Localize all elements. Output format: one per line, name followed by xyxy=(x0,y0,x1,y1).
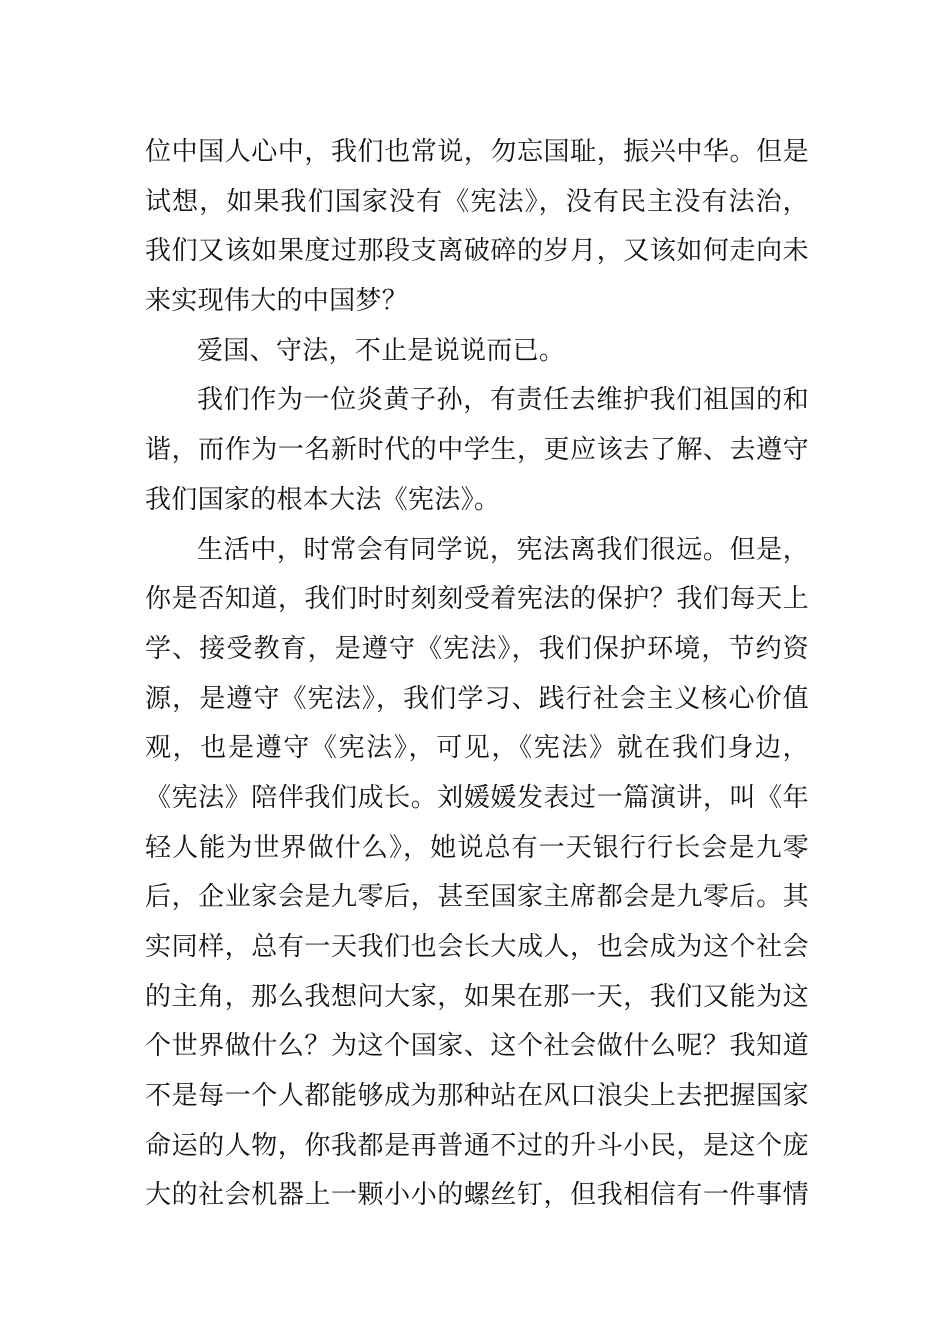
text-line: 试想，如果我们国家没有《宪法》，没有民主没有法治， xyxy=(145,186,809,217)
text-line: 不是每一个人都能够成为那种站在风口浪尖上去把握国家 xyxy=(145,1081,809,1112)
text-line: 爱国、守法，不止是说说而已。 xyxy=(197,335,566,366)
text-line: 后，企业家会是九零后，甚至国家主席都会是九零后。其 xyxy=(145,882,809,913)
text-line: 我们作为一位炎黄子孙，有责任去维护我们祖国的和 xyxy=(197,385,809,416)
text-line: 《宪法》陪伴我们成长。刘媛媛发表过一篇演讲，叫《年 xyxy=(145,782,809,813)
text-line: 的主角，那么我想问大家，如果在那一天，我们又能为这 xyxy=(145,981,809,1012)
text-line: 大的社会机器上一颗小小的螺丝钉，但我相信有一件事情 xyxy=(145,1180,809,1211)
text-line: 命运的人物，你我都是再普通不过的升斗小民，是这个庞 xyxy=(145,1130,809,1161)
text-line: 位中国人心中，我们也常说，勿忘国耻，振兴中华。但是 xyxy=(145,137,809,167)
text-line: 学、接受教育，是遵守《宪法》，我们保护环境，节约资 xyxy=(145,633,809,664)
document-body-text xyxy=(145,128,809,1221)
text-line: 我们又该如果度过那段支离破碎的岁月，又该如何走向未 xyxy=(145,236,809,267)
text-line: 我们国家的根本大法《宪法》。 xyxy=(145,484,501,515)
text-line: 来实现伟大的中国梦？ xyxy=(145,286,409,317)
text-line: 个世界做什么？为这个国家、这个社会做什么呢？我知道 xyxy=(145,1031,809,1062)
text-line: 谐，而作为一名新时代的中学生，更应该去了解、去遵守 xyxy=(145,435,809,466)
text-line: 轻人能为世界做什么》，她说总有一天银行行长会是九零 xyxy=(145,832,809,863)
text-line: 源，是遵守《宪法》，我们学习、践行社会主义核心价值 xyxy=(145,683,809,714)
text-line: 你是否知道，我们时时刻刻受着宪法的保护？我们每天上 xyxy=(145,584,809,615)
text-line: 生活中，时常会有同学说，宪法离我们很远。但是， xyxy=(197,534,809,565)
text-line: 观，也是遵守《宪法》，可见，《宪法》就在我们身边， xyxy=(145,733,809,764)
text-line: 实同样，总有一天我们也会长大成人，也会成为这个社会 xyxy=(145,932,809,962)
